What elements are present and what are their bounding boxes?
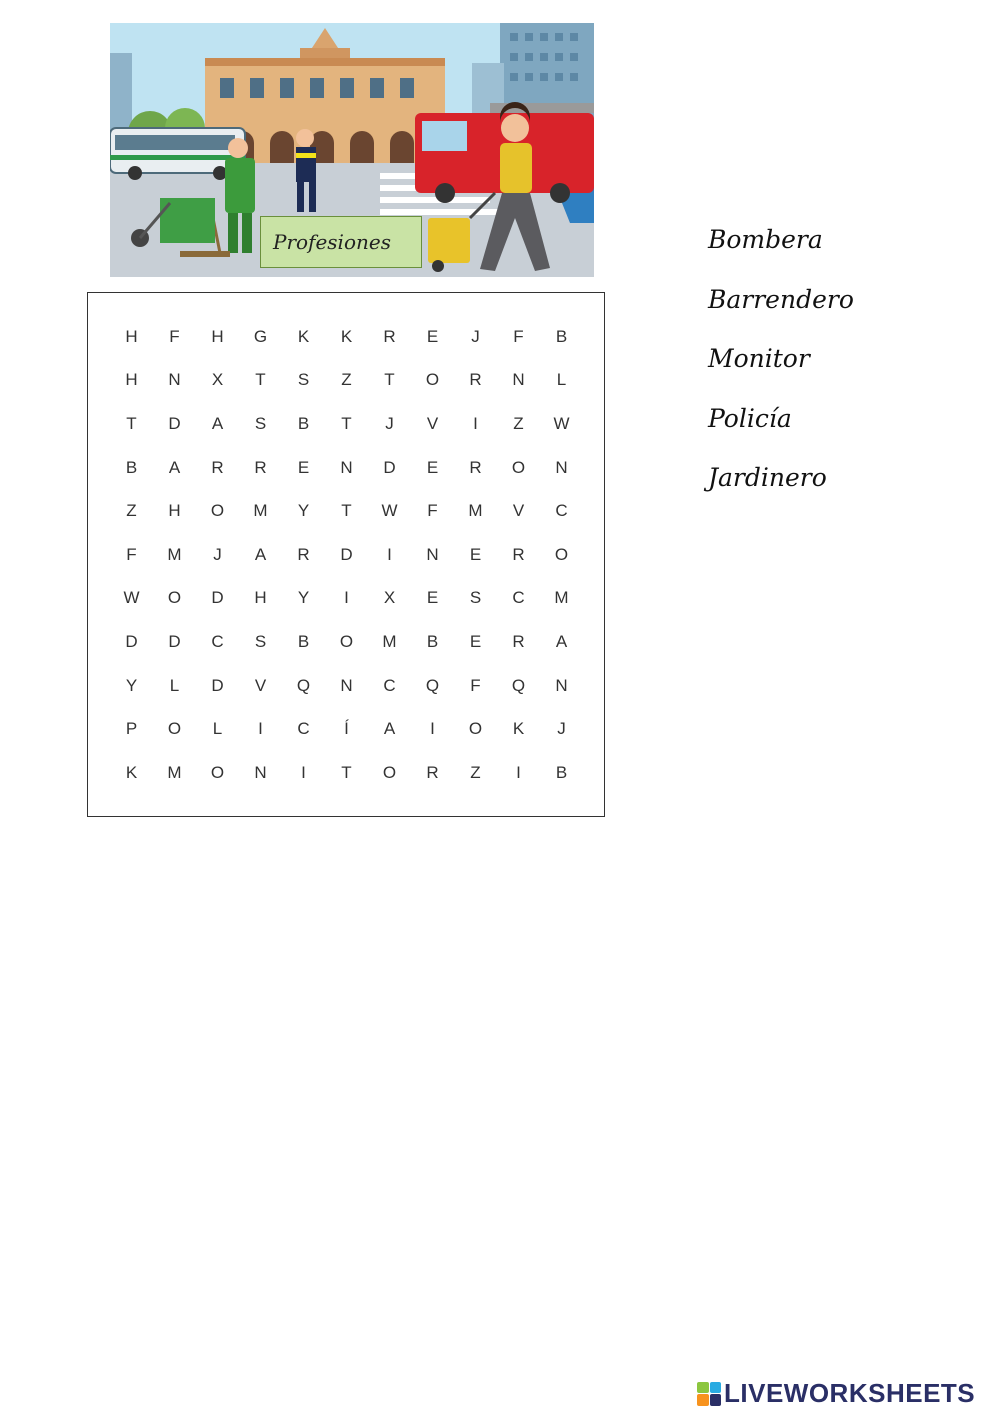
grid-cell[interactable]: F [470, 675, 481, 695]
grid-cell[interactable]: Q [425, 675, 440, 695]
grid-cell[interactable]: O [167, 588, 182, 608]
grid-cell[interactable]: J [557, 719, 566, 739]
grid-cell[interactable]: E [426, 326, 439, 346]
grid-cell[interactable]: D [125, 631, 138, 651]
grid-cell[interactable]: X [211, 370, 224, 390]
grid-cell[interactable]: T [341, 762, 352, 782]
grid-cell[interactable]: D [168, 631, 181, 651]
grid-cell[interactable]: Z [341, 370, 352, 390]
liveworksheets-logo-icon [697, 1382, 721, 1406]
liveworksheets-logo [697, 1378, 975, 1409]
grid-cell[interactable]: Y [297, 588, 310, 608]
grid-cell[interactable]: M [554, 588, 569, 608]
grid-cell[interactable]: M [468, 501, 483, 521]
grid-cell[interactable]: O [339, 631, 354, 651]
worksheet-title: Profesiones [260, 216, 422, 268]
grid-cell[interactable]: N [555, 675, 568, 695]
grid-cell[interactable]: N [340, 675, 353, 695]
word-list-item: Barrendero [708, 284, 854, 314]
word-search-grid[interactable] [110, 315, 583, 795]
grid-cell[interactable]: R [297, 544, 310, 564]
grid-cell[interactable]: C [211, 631, 224, 651]
grid-cell[interactable]: I [430, 719, 435, 739]
grid-cell[interactable]: M [167, 544, 182, 564]
grid-cell[interactable]: T [341, 501, 352, 521]
grid-cell[interactable]: R [512, 631, 525, 651]
grid-cell[interactable]: A [383, 719, 396, 739]
grid-cell[interactable]: O [468, 719, 483, 739]
grid-cell[interactable]: N [168, 370, 181, 390]
grid-cell[interactable]: H [168, 501, 181, 521]
grid-cell[interactable]: D [168, 413, 181, 433]
grid-cell[interactable]: F [513, 326, 524, 346]
grid-cell[interactable]: X [383, 588, 396, 608]
word-list-item: Policía [708, 403, 792, 433]
grid-cell[interactable]: T [126, 413, 137, 433]
grid-cell[interactable]: B [125, 457, 138, 477]
grid-cell[interactable]: R [512, 544, 525, 564]
grid-cell[interactable]: Y [125, 675, 138, 695]
grid-cell[interactable]: R [469, 370, 482, 390]
grid-cell[interactable]: F [126, 544, 137, 564]
grid-cell[interactable]: L [212, 719, 223, 739]
grid-cell[interactable]: I [473, 413, 478, 433]
grid-cell[interactable]: N [426, 544, 439, 564]
word-list-item: Monitor [708, 344, 810, 373]
grid-cell[interactable]: I [258, 719, 263, 739]
grid-cell[interactable]: W [553, 413, 570, 433]
grid-cell[interactable]: T [384, 370, 395, 390]
grid-cell[interactable]: J [471, 326, 480, 346]
grid-cell[interactable]: E [469, 544, 482, 564]
grid-cell[interactable]: S [297, 370, 310, 390]
grid-cell[interactable]: D [211, 675, 224, 695]
grid-cell[interactable]: N [254, 762, 267, 782]
grid-cell[interactable]: B [555, 326, 568, 346]
grid-cell[interactable]: E [426, 457, 439, 477]
grid-cell[interactable]: P [125, 719, 138, 739]
word-list-item: Jardinero [708, 463, 827, 492]
grid-cell[interactable]: K [125, 762, 138, 782]
grid-cell[interactable]: Z [126, 501, 137, 521]
word-list [708, 218, 854, 516]
grid-cell[interactable]: H [211, 326, 224, 346]
grid-cell[interactable]: H [254, 588, 267, 608]
grid-cell[interactable]: O [210, 762, 225, 782]
grid-cell[interactable]: R [211, 457, 224, 477]
grid-cell[interactable]: Q [296, 675, 311, 695]
grid-cell[interactable]: K [512, 719, 525, 739]
grid-cell[interactable]: H [125, 326, 138, 346]
grid-cell[interactable]: M [382, 631, 397, 651]
grid-cell[interactable]: B [297, 413, 310, 433]
grid-cell[interactable]: V [426, 413, 439, 433]
grid-cell[interactable]: Z [513, 413, 524, 433]
grid-cell[interactable]: K [340, 326, 353, 346]
grid-cell[interactable]: Í [344, 719, 349, 739]
grid-cell[interactable]: A [168, 457, 181, 477]
grid-cell[interactable]: F [427, 501, 438, 521]
word-list-item: Bombera [708, 225, 823, 254]
brand-name: LIVEWORKSHEETS [724, 1378, 976, 1408]
grid-cell[interactable]: C [555, 501, 568, 521]
grid-cell[interactable]: Z [470, 762, 481, 782]
grid-cell[interactable]: O [210, 501, 225, 521]
grid-cell[interactable]: E [426, 588, 439, 608]
grid-cell[interactable]: D [211, 588, 224, 608]
grid-cell[interactable]: E [297, 457, 310, 477]
grid-cell[interactable]: A [211, 413, 224, 433]
grid-cell[interactable]: O [167, 719, 182, 739]
grid-cell[interactable]: S [254, 413, 267, 433]
grid-cell[interactable]: J [213, 544, 222, 564]
grid-cell[interactable]: B [555, 762, 568, 782]
grid-cell[interactable]: I [344, 588, 349, 608]
grid-cell[interactable]: C [297, 719, 310, 739]
grid-cell[interactable]: M [167, 762, 182, 782]
grid-cell[interactable]: S [254, 631, 267, 651]
grid-cell[interactable]: E [469, 631, 482, 651]
grid-cell[interactable]: O [554, 544, 569, 564]
grid-cell[interactable]: I [516, 762, 521, 782]
grid-cell[interactable]: B [426, 631, 439, 651]
grid-cell[interactable]: M [253, 501, 268, 521]
grid-cell[interactable]: C [383, 675, 396, 695]
grid-cell[interactable]: R [426, 762, 439, 782]
grid-cell[interactable]: A [254, 544, 267, 564]
grid-cell[interactable]: L [169, 675, 180, 695]
grid-cell[interactable]: W [381, 501, 398, 521]
grid-cell[interactable]: D [340, 544, 353, 564]
grid-cell[interactable]: K [297, 326, 310, 346]
grid-cell[interactable]: W [123, 588, 140, 608]
grid-cell[interactable]: G [253, 326, 268, 346]
grid-cell[interactable]: T [255, 370, 266, 390]
grid-cell[interactable]: R [254, 457, 267, 477]
grid-cell[interactable]: N [555, 457, 568, 477]
grid-cell[interactable]: V [512, 501, 525, 521]
grid-cell[interactable]: N [512, 370, 525, 390]
grid-cell[interactable]: D [383, 457, 396, 477]
grid-cell[interactable]: Q [511, 675, 526, 695]
grid-cell[interactable]: S [469, 588, 482, 608]
grid-cell[interactable]: L [556, 370, 567, 390]
grid-cell[interactable]: O [425, 370, 440, 390]
grid-cell[interactable]: I [301, 762, 306, 782]
grid-cell[interactable]: Y [297, 501, 310, 521]
grid-cell[interactable]: B [297, 631, 310, 651]
grid-cell[interactable]: I [387, 544, 392, 564]
grid-cell[interactable]: R [383, 326, 396, 346]
grid-cell[interactable]: O [511, 457, 526, 477]
grid-cell[interactable]: C [512, 588, 525, 608]
grid-cell[interactable]: R [469, 457, 482, 477]
grid-cell[interactable]: F [169, 326, 180, 346]
grid-cell[interactable]: V [254, 675, 267, 695]
grid-cell[interactable]: T [341, 413, 352, 433]
grid-cell[interactable]: J [385, 413, 394, 433]
grid-cell[interactable]: A [555, 631, 568, 651]
grid-cell[interactable]: N [340, 457, 353, 477]
grid-cell[interactable]: H [125, 370, 138, 390]
grid-cell[interactable]: O [382, 762, 397, 782]
